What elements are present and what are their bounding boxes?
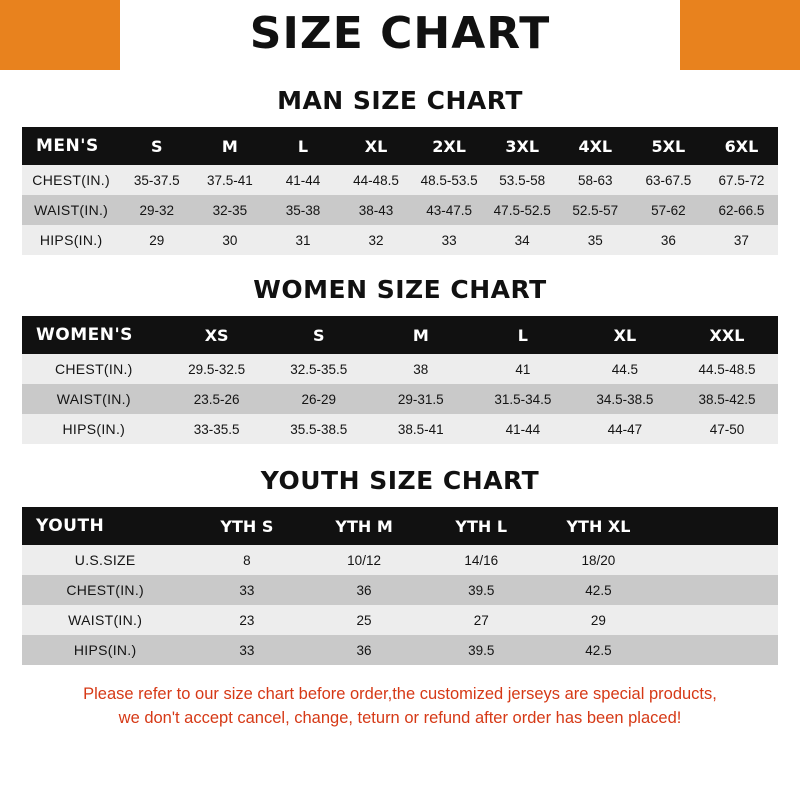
women-col-m: M xyxy=(370,316,472,354)
youth-row-ussize-label: U.S.SIZE xyxy=(22,545,188,575)
youth-waist-empty xyxy=(657,605,778,635)
women-table-header-row xyxy=(22,316,778,354)
youth-col-xl: YTH XL xyxy=(540,507,657,545)
disclaimer-note xyxy=(0,683,800,731)
women-header-label: WOMEN'S xyxy=(22,316,166,354)
men-hips-s: 29 xyxy=(120,225,193,255)
men-col-m: M xyxy=(193,127,266,165)
men-section-title: MAN SIZE CHART xyxy=(277,86,523,115)
men-waist-4xl: 52.5-57 xyxy=(559,195,632,225)
youth-hips-xl: 42.5 xyxy=(540,635,657,665)
women-waist-xs: 23.5-26 xyxy=(166,384,268,414)
men-row-hips-label: HIPS(IN.) xyxy=(22,225,120,255)
youth-ussize-xl: 18/20 xyxy=(540,545,657,575)
men-row-waist-label: WAIST(IN.) xyxy=(22,195,120,225)
women-chest-xs: 29.5-32.5 xyxy=(166,354,268,384)
youth-col-empty xyxy=(657,507,778,545)
youth-size-table xyxy=(22,507,778,665)
women-hips-xl: 44-47 xyxy=(574,414,676,444)
men-waist-l: 35-38 xyxy=(266,195,339,225)
youth-chest-xl: 42.5 xyxy=(540,575,657,605)
women-chest-xxl: 44.5-48.5 xyxy=(676,354,778,384)
men-waist-2xl: 43-47.5 xyxy=(413,195,486,225)
youth-ussize-l: 14/16 xyxy=(423,545,540,575)
women-hips-s: 35.5-38.5 xyxy=(268,414,370,444)
men-chest-l: 41-44 xyxy=(266,165,339,195)
men-waist-3xl: 47.5-52.5 xyxy=(486,195,559,225)
men-col-s: S xyxy=(120,127,193,165)
women-col-l: L xyxy=(472,316,574,354)
youth-ussize-s: 8 xyxy=(188,545,305,575)
youth-table-header-row xyxy=(22,507,778,545)
men-hips-3xl: 34 xyxy=(486,225,559,255)
youth-ussize-m: 10/12 xyxy=(305,545,422,575)
men-hips-5xl: 36 xyxy=(632,225,705,255)
youth-hips-l: 39.5 xyxy=(423,635,540,665)
table-row xyxy=(22,165,778,195)
women-hips-xxl: 47-50 xyxy=(676,414,778,444)
men-col-2xl: 2XL xyxy=(413,127,486,165)
women-waist-xl: 34.5-38.5 xyxy=(574,384,676,414)
women-waist-m: 29-31.5 xyxy=(370,384,472,414)
women-section-title: WOMEN SIZE CHART xyxy=(253,275,547,304)
women-chest-m: 38 xyxy=(370,354,472,384)
header-banner-inner xyxy=(120,0,680,70)
table-row xyxy=(22,635,778,665)
women-hips-m: 38.5-41 xyxy=(370,414,472,444)
men-hips-4xl: 35 xyxy=(559,225,632,255)
men-hips-m: 30 xyxy=(193,225,266,255)
women-row-waist-label: WAIST(IN.) xyxy=(22,384,166,414)
women-hips-l: 41-44 xyxy=(472,414,574,444)
youth-row-waist-label: WAIST(IN.) xyxy=(22,605,188,635)
youth-hips-m: 36 xyxy=(305,635,422,665)
men-chest-s: 35-37.5 xyxy=(120,165,193,195)
men-col-3xl: 3XL xyxy=(486,127,559,165)
youth-chest-s: 33 xyxy=(188,575,305,605)
women-col-xxl: XXL xyxy=(676,316,778,354)
youth-section xyxy=(0,466,800,665)
men-col-4xl: 4XL xyxy=(559,127,632,165)
men-col-5xl: 5XL xyxy=(632,127,705,165)
men-col-6xl: 6XL xyxy=(705,127,778,165)
men-waist-5xl: 57-62 xyxy=(632,195,705,225)
youth-waist-l: 27 xyxy=(423,605,540,635)
youth-waist-m: 25 xyxy=(305,605,422,635)
men-chest-2xl: 48.5-53.5 xyxy=(413,165,486,195)
men-hips-6xl: 37 xyxy=(705,225,778,255)
table-row xyxy=(22,605,778,635)
men-header-label: MEN'S xyxy=(22,127,120,165)
men-chest-m: 37.5-41 xyxy=(193,165,266,195)
women-chest-l: 41 xyxy=(472,354,574,384)
table-row xyxy=(22,384,778,414)
header-banner xyxy=(0,0,800,70)
men-waist-s: 29-32 xyxy=(120,195,193,225)
men-row-chest-label: CHEST(IN.) xyxy=(22,165,120,195)
men-hips-2xl: 33 xyxy=(413,225,486,255)
men-hips-l: 31 xyxy=(266,225,339,255)
youth-waist-s: 23 xyxy=(188,605,305,635)
table-row xyxy=(22,195,778,225)
youth-chest-empty xyxy=(657,575,778,605)
table-row xyxy=(22,414,778,444)
youth-row-chest-label: CHEST(IN.) xyxy=(22,575,188,605)
women-col-s: S xyxy=(268,316,370,354)
page-title: SIZE CHART xyxy=(249,7,551,59)
youth-hips-empty xyxy=(657,635,778,665)
men-chest-6xl: 67.5-72 xyxy=(705,165,778,195)
men-waist-6xl: 62-66.5 xyxy=(705,195,778,225)
youth-section-title: YOUTH SIZE CHART xyxy=(260,466,540,495)
table-row xyxy=(22,575,778,605)
men-col-xl: XL xyxy=(340,127,413,165)
women-size-table xyxy=(22,316,778,444)
women-chest-xl: 44.5 xyxy=(574,354,676,384)
women-waist-s: 26-29 xyxy=(268,384,370,414)
men-section xyxy=(0,86,800,255)
men-chest-3xl: 53.5-58 xyxy=(486,165,559,195)
youth-row-hips-label: HIPS(IN.) xyxy=(22,635,188,665)
men-hips-xl: 32 xyxy=(340,225,413,255)
youth-chest-l: 39.5 xyxy=(423,575,540,605)
men-chest-xl: 44-48.5 xyxy=(340,165,413,195)
table-row xyxy=(22,354,778,384)
disclaimer-line-1: Please refer to our size chart before order,the customized jerseys are special products, xyxy=(83,685,717,703)
women-row-chest-label: CHEST(IN.) xyxy=(22,354,166,384)
men-col-l: L xyxy=(266,127,339,165)
youth-chest-m: 36 xyxy=(305,575,422,605)
youth-col-m: YTH M xyxy=(305,507,422,545)
women-hips-xs: 33-35.5 xyxy=(166,414,268,444)
women-chest-s: 32.5-35.5 xyxy=(268,354,370,384)
women-col-xl: XL xyxy=(574,316,676,354)
women-row-hips-label: HIPS(IN.) xyxy=(22,414,166,444)
youth-hips-s: 33 xyxy=(188,635,305,665)
men-size-table xyxy=(22,127,778,255)
men-chest-4xl: 58-63 xyxy=(559,165,632,195)
youth-waist-xl: 29 xyxy=(540,605,657,635)
women-waist-xxl: 38.5-42.5 xyxy=(676,384,778,414)
youth-ussize-empty xyxy=(657,545,778,575)
men-chest-5xl: 63-67.5 xyxy=(632,165,705,195)
men-table-header-row xyxy=(22,127,778,165)
men-waist-xl: 38-43 xyxy=(340,195,413,225)
men-waist-m: 32-35 xyxy=(193,195,266,225)
youth-col-s: YTH S xyxy=(188,507,305,545)
women-section xyxy=(0,275,800,444)
youth-col-l: YTH L xyxy=(423,507,540,545)
table-row xyxy=(22,225,778,255)
women-col-xs: XS xyxy=(166,316,268,354)
disclaimer-line-2: we don't accept cancel, change, teturn or refund after order has been placed! xyxy=(118,708,682,727)
women-waist-l: 31.5-34.5 xyxy=(472,384,574,414)
youth-header-label: YOUTH xyxy=(22,507,188,545)
table-row xyxy=(22,545,778,575)
